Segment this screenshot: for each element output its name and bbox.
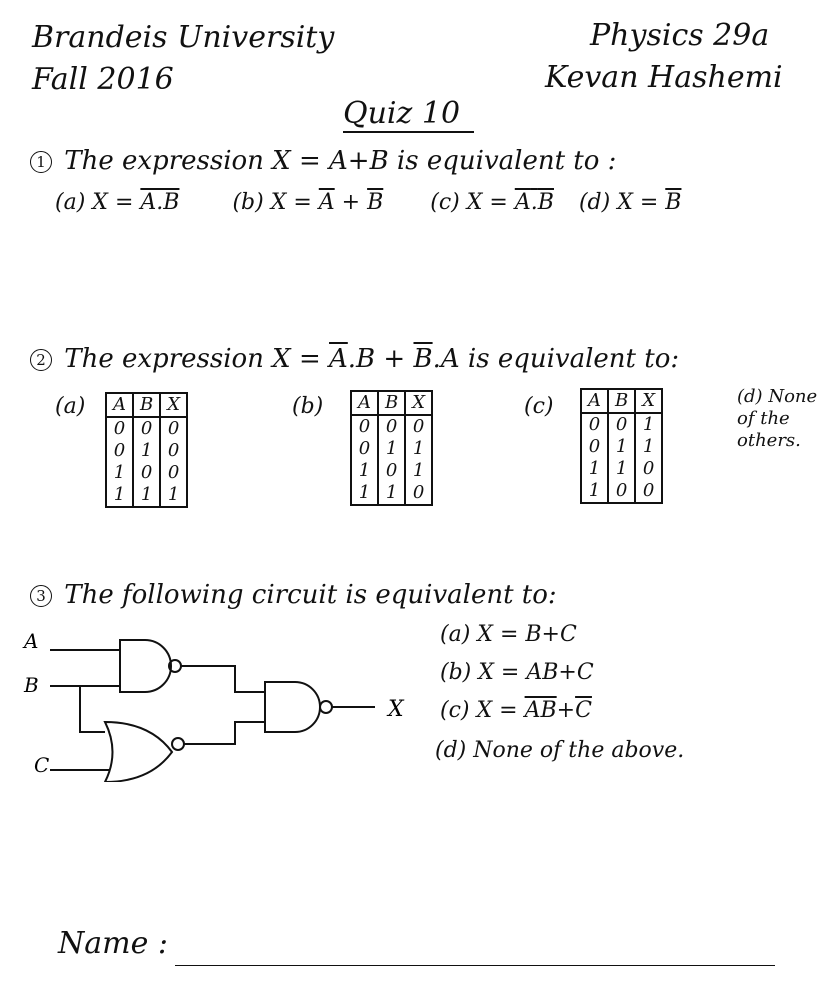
table-cell: 1 bbox=[351, 482, 378, 505]
q1-option-d[interactable] bbox=[579, 190, 682, 215]
logic-circuit-diagram bbox=[20, 622, 440, 782]
wire-nor-out bbox=[184, 722, 265, 744]
table-cell: 0 bbox=[160, 462, 187, 484]
table-cell: 1 bbox=[608, 458, 635, 480]
table-cell: 0 bbox=[351, 415, 378, 438]
table-cell: 0 bbox=[378, 415, 405, 438]
table-row bbox=[106, 440, 187, 462]
q1-option-d-text: $X = \overline{B}$ bbox=[617, 190, 682, 215]
table-header-a: A bbox=[581, 389, 608, 413]
table-cell: 1 bbox=[635, 436, 662, 458]
table-cell: 0 bbox=[160, 417, 187, 440]
table-row bbox=[351, 482, 432, 505]
nand-gate-2 bbox=[265, 682, 320, 732]
table-cell: 0 bbox=[106, 417, 133, 440]
question-1-number: 1 bbox=[30, 151, 52, 173]
table-cell: 1 bbox=[106, 484, 133, 507]
q2-option-a-label: (a) bbox=[55, 394, 86, 419]
table-cell: 1 bbox=[378, 438, 405, 460]
wire-nand1-out bbox=[181, 666, 265, 692]
q2-option-a-table[interactable] bbox=[105, 392, 188, 508]
q1-option-a[interactable] bbox=[55, 190, 186, 215]
table-cell: 0 bbox=[133, 417, 160, 440]
question-1-text: The expression X = A+B is equivalent to : bbox=[64, 146, 617, 176]
q2-option-c-label: (c) bbox=[524, 394, 554, 419]
table-cell: 0 bbox=[405, 415, 432, 438]
q1-option-d-expr: $\overline{B}$ bbox=[665, 190, 682, 215]
question-2-number: 2 bbox=[30, 349, 52, 371]
wire-b-branch bbox=[80, 686, 105, 732]
table-row bbox=[351, 415, 432, 438]
q2-option-d-text: None of the others. bbox=[737, 386, 818, 451]
q3-option-d[interactable] bbox=[435, 738, 684, 763]
table-row bbox=[106, 462, 187, 484]
q1-option-a-label: (a) bbox=[55, 190, 86, 215]
table-cell: 1 bbox=[405, 460, 432, 482]
q2-option-b-table[interactable] bbox=[350, 390, 433, 506]
table-header-b: B bbox=[608, 389, 635, 413]
question-1-prompt bbox=[30, 146, 616, 176]
q1-option-b[interactable] bbox=[232, 190, 390, 215]
table-header-a: A bbox=[106, 393, 133, 417]
university-name: Brandeis University bbox=[32, 20, 335, 55]
table-cell: 0 bbox=[160, 440, 187, 462]
q1-option-c-text: X = A.B bbox=[466, 190, 554, 215]
table-row bbox=[581, 458, 662, 480]
q2-option-b-label: (b) bbox=[292, 394, 324, 419]
q3-option-c-label: (c) bbox=[440, 698, 470, 723]
question-3-number: 3 bbox=[30, 585, 52, 607]
table-cell: 0 bbox=[581, 436, 608, 458]
q2-option-c-table[interactable] bbox=[580, 388, 663, 504]
q1-option-d-label: (d) bbox=[578, 190, 611, 215]
q1-option-b-text: $X = \overline{A} + \overline{B}$ bbox=[270, 190, 384, 215]
table-cell: 1 bbox=[133, 440, 160, 462]
table-cell: 1 bbox=[133, 484, 160, 507]
q1-option-c-label: (c) bbox=[430, 190, 460, 215]
q3-option-c-text: $X = \overline{AB}+\overline{C}$ bbox=[476, 698, 592, 723]
question-3-prompt bbox=[30, 580, 557, 610]
input-c-label: C bbox=[34, 753, 50, 777]
table-cell: 1 bbox=[106, 462, 133, 484]
instructor-name: Kevan Hashemi bbox=[545, 60, 783, 95]
table-cell: 0 bbox=[405, 482, 432, 505]
input-b-label: B bbox=[24, 673, 39, 697]
q2-option-d[interactable] bbox=[737, 386, 827, 452]
table-cell: 0 bbox=[608, 480, 635, 503]
table-cell: 0 bbox=[581, 413, 608, 436]
table-cell: 0 bbox=[635, 480, 662, 503]
table-header-a: A bbox=[351, 391, 378, 415]
nand-gate-2-bubble bbox=[320, 701, 332, 713]
question-2-text: The expression $X = \overline{A}.B + \overline{B}.A$ is equivalent to: bbox=[64, 344, 680, 374]
table-cell: 0 bbox=[133, 462, 160, 484]
table-cell: 1 bbox=[581, 458, 608, 480]
output-x-label: X bbox=[388, 697, 404, 722]
name-input-line[interactable] bbox=[175, 965, 775, 966]
q3-option-b[interactable] bbox=[440, 660, 594, 685]
nand-gate-1 bbox=[120, 640, 171, 692]
table-cell: 1 bbox=[160, 484, 187, 507]
quiz-title: Quiz 10 bbox=[343, 96, 474, 133]
table-header-b: B bbox=[378, 391, 405, 415]
table-row bbox=[106, 417, 187, 440]
q3-option-c[interactable] bbox=[440, 698, 592, 723]
q3-option-a-label: (a) bbox=[440, 622, 471, 647]
course-name: Physics 29a bbox=[590, 18, 770, 53]
table-row bbox=[351, 460, 432, 482]
question-2-prompt bbox=[30, 344, 679, 374]
term: Fall 2016 bbox=[32, 62, 174, 97]
q3-option-b-label: (b) bbox=[440, 660, 472, 685]
table-header-x: X bbox=[405, 391, 432, 415]
q3-option-d-label: (d) bbox=[435, 738, 467, 763]
table-cell: 1 bbox=[635, 413, 662, 436]
question-1-options bbox=[55, 190, 681, 215]
q1-option-a-expr: A.B bbox=[140, 190, 180, 215]
table-cell: 0 bbox=[635, 458, 662, 480]
table-cell: 1 bbox=[581, 480, 608, 503]
table-cell: 0 bbox=[378, 460, 405, 482]
q3-option-b-text: X = AB+C bbox=[478, 660, 594, 685]
table-header-b: B bbox=[133, 393, 160, 417]
table-cell: 1 bbox=[405, 438, 432, 460]
question-3-text: The following circuit is equivalent to: bbox=[64, 580, 557, 610]
table-row bbox=[106, 484, 187, 507]
table-header-x: X bbox=[160, 393, 187, 417]
table-cell: 0 bbox=[351, 438, 378, 460]
table-row bbox=[581, 436, 662, 458]
table-cell: 0 bbox=[106, 440, 133, 462]
nor-gate bbox=[105, 722, 172, 782]
q3-option-a[interactable] bbox=[440, 622, 577, 647]
table-cell: 1 bbox=[608, 436, 635, 458]
q2-option-d-label: (d) bbox=[737, 386, 763, 407]
table-row bbox=[581, 480, 662, 503]
table-cell: 0 bbox=[608, 413, 635, 436]
table-cell: 1 bbox=[351, 460, 378, 482]
q3-option-a-text: X = B+C bbox=[477, 622, 577, 647]
q1-option-c[interactable] bbox=[430, 190, 561, 215]
name-label: Name : bbox=[58, 926, 168, 961]
table-row bbox=[581, 413, 662, 436]
table-cell: 1 bbox=[378, 482, 405, 505]
nor-gate-bubble bbox=[172, 738, 184, 750]
q1-option-b-label: (b) bbox=[232, 190, 264, 215]
q1-option-a-text: X = A.B bbox=[92, 190, 180, 215]
table-header-x: X bbox=[635, 389, 662, 413]
q3-option-d-text: None of the above. bbox=[473, 738, 685, 763]
input-a-label: A bbox=[24, 629, 39, 653]
table-row bbox=[351, 438, 432, 460]
